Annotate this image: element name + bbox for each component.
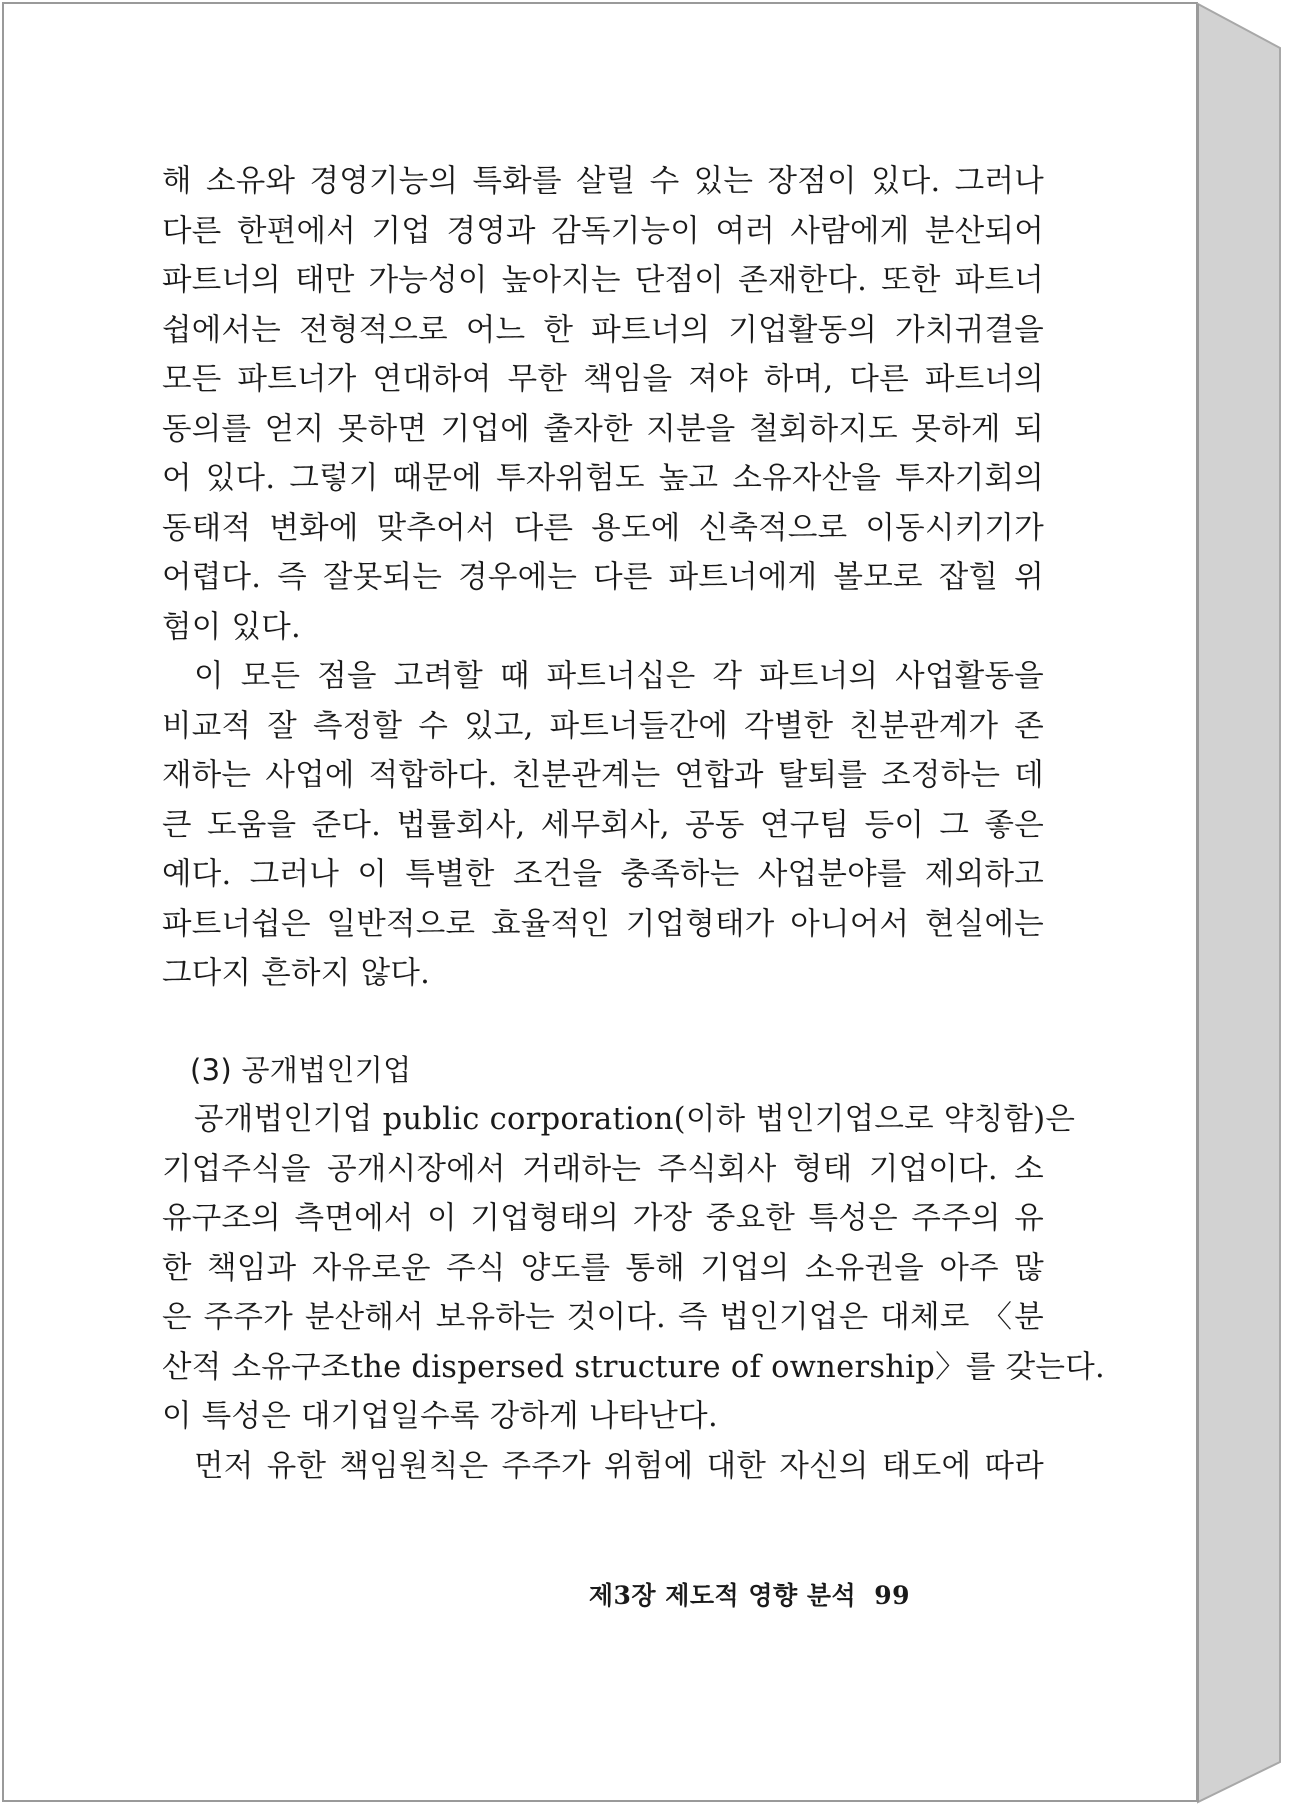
page-footer (589, 1576, 910, 1612)
paragraph-1 (162, 157, 1044, 652)
text-line: 어렵다. 즉 잘못되는 경우에는 다른 파트너에게 볼모로 잡힐 위 (162, 560, 1044, 595)
section-heading: (3) 공개법인기업 (190, 1052, 412, 1087)
text-line: 산적 소유구조the dispersed structure of ownership〉를 갖는다. (162, 1349, 1105, 1385)
book-page (2, 2, 1198, 1802)
text-line: 큰 도움을 준다. 법률회사, 세무회사, 공동 연구팀 등이 그 좋은 (162, 807, 1044, 843)
text-line: 예다. 그러나 이 특별한 조건을 충족하는 사업분야를 제외하고 (162, 857, 1044, 892)
paragraph-4 (162, 1442, 1044, 1492)
paragraph-3 (162, 1095, 1105, 1442)
text-line: 다른 한편에서 기업 경영과 감독기능이 여러 사람에게 분산되어 (162, 213, 1044, 249)
text-line: 이 모든 점을 고려할 때 파트너십은 각 파트너의 사업활동을 (194, 659, 1044, 694)
paragraph-2 (162, 652, 1044, 999)
text-line: 비교적 잘 측정할 수 있고, 파트너들간에 각별한 친분관계가 존 (162, 708, 1044, 744)
text-line: 파트너의 태만 가능성이 높아지는 단점이 존재한다. 또한 파트너 (162, 263, 1044, 298)
text-line: 유구조의 측면에서 이 기업형태의 가장 중요한 특성은 주주의 유 (162, 1201, 1044, 1236)
text-line: 은 주주가 분산해서 보유하는 것이다. 즉 법인기업은 대체로 〈분 (162, 1300, 1044, 1335)
chapter-title: 제3장 제도적 영향 분석 (588, 1581, 857, 1610)
text-line: 재하는 사업에 적합하다. 친분관계는 연합과 탈퇴를 조정하는 데 (162, 758, 1044, 793)
text-line: 먼저 유한 책임원칙은 주주가 위험에 대한 자신의 태도에 따라 (194, 1448, 1044, 1484)
text-line: 어 있다. 그렇기 때문에 투자위험도 높고 소유자산을 투자기회의 (162, 461, 1044, 496)
book-side-edge (1198, 4, 1280, 1802)
text-line: 공개법인기업 public corporation(이하 법인기업으로 약칭함)은 (194, 1102, 1076, 1137)
text-line: 동태적 변화에 맞추어서 다른 용도에 신축적으로 이동시키기가 (162, 510, 1044, 546)
text-line: 한 책임과 자유로운 주식 양도를 통해 기업의 소유권을 아주 많 (162, 1250, 1044, 1286)
text-line: 그다지 흔하지 않다. (162, 956, 431, 991)
text-line: 쉽에서는 전형적으로 어느 한 파트너의 기업활동의 가치귀결을 (162, 312, 1044, 348)
text-line: 파트너쉽은 일반적으로 효율적인 기업형태가 아니어서 현실에는 (162, 906, 1044, 942)
text-line: 이 특성은 대기업일수록 강하게 나타난다. (162, 1399, 718, 1434)
text-line: 해 소유와 경영기능의 특화를 살릴 수 있는 장점이 있다. 그러나 (162, 164, 1044, 199)
text-line: 모든 파트너가 연대하여 무한 책임을 져야 하며, 다른 파트너의 (162, 362, 1044, 397)
text-line: 기업주식을 공개시장에서 거래하는 주식회사 형태 기업이다. 소 (162, 1151, 1044, 1187)
text-line: 동의를 얻지 못하면 기업에 출자한 지분을 철회하지도 못하게 되 (162, 411, 1044, 447)
text-line: 험이 있다. (162, 609, 302, 645)
body-text (162, 157, 1105, 1491)
page-number: 99 (874, 1581, 910, 1610)
